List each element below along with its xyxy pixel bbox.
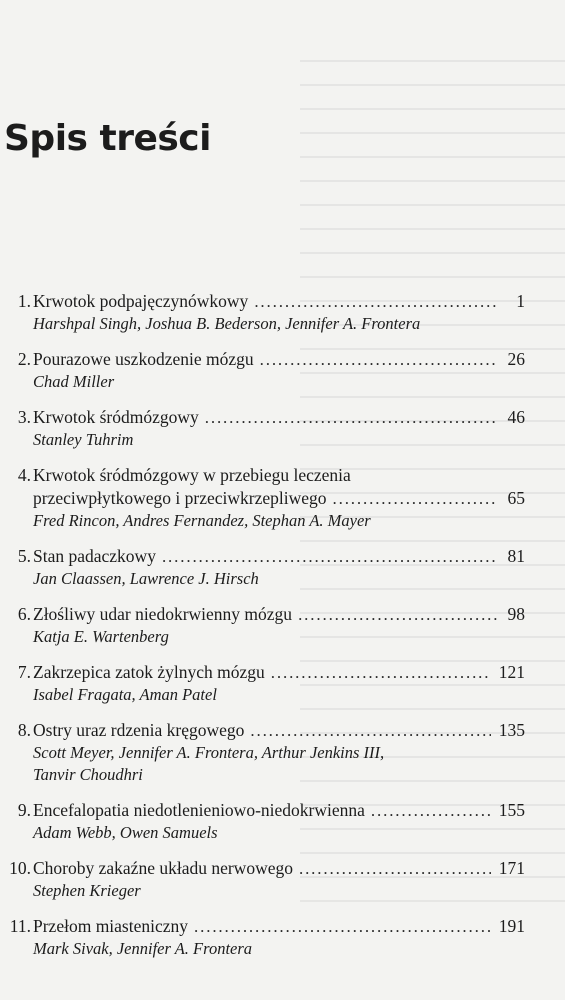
toc-entry (0, 545, 530, 590)
chapter-title: Choroby zakaźne układu nerwowego (33, 858, 293, 878)
page-number: 171 (498, 858, 525, 878)
dot-leader (299, 857, 491, 880)
dot-leader (162, 545, 497, 568)
chapter-authors: Stanley Tuhrim (33, 430, 134, 449)
chapter-authors: Adam Webb, Owen Samuels (33, 823, 218, 842)
page-number: 46 (507, 407, 525, 427)
chapter-authors: Harshpal Singh, Joshua B. Bederson, Jennifer A. Frontera (33, 314, 421, 333)
chapter-title: Krwotok śródmózgowy (33, 407, 199, 427)
dot-leader (254, 290, 497, 313)
chapter-number: 8. (17, 720, 31, 740)
page-number: 81 (507, 546, 525, 566)
toc-entry (0, 915, 530, 960)
page-number: 191 (498, 916, 525, 936)
dot-leader (205, 406, 497, 429)
dot-leader (298, 603, 497, 626)
table-of-contents (0, 290, 530, 973)
chapter-authors: Mark Sivak, Jennifer A. Frontera (33, 939, 253, 958)
page-number: 65 (507, 488, 525, 508)
chapter-number: 7. (17, 662, 31, 682)
dot-leader (260, 348, 497, 371)
chapter-title: Krwotok śródmózgowy w przebiegu leczenia (33, 465, 351, 485)
page-number: 155 (498, 800, 525, 820)
dot-leader (250, 719, 490, 742)
toc-entry (0, 290, 530, 335)
chapter-authors: Scott Meyer, Jennifer A. Frontera, Arthur Jenkins III, (33, 743, 385, 762)
chapter-number: 5. (17, 546, 31, 566)
chapter-number: 3. (17, 407, 31, 427)
chapter-title: Ostry uraz rdzenia kręgowego (33, 720, 245, 740)
chapter-authors: Stephen Krieger (33, 881, 141, 900)
page-title: Spis treści (4, 118, 211, 159)
chapter-number: 6. (17, 604, 31, 624)
dot-leader (333, 487, 498, 510)
toc-entry (0, 661, 530, 706)
chapter-number: 11. (9, 916, 31, 936)
chapter-authors: Jan Claassen, Lawrence J. Hirsch (33, 569, 259, 588)
chapter-title: Przełom miasteniczny (33, 916, 189, 936)
chapter-title: Encefalopatia niedotlenieniowo-niedokrwienna (33, 800, 365, 820)
page-number: 1 (516, 291, 525, 311)
chapter-number: 2. (17, 349, 31, 369)
chapter-authors: Isabel Fragata, Aman Patel (33, 685, 217, 704)
toc-entry (0, 348, 530, 393)
dot-leader (271, 661, 491, 684)
page-number: 98 (507, 604, 525, 624)
toc-entry (0, 464, 530, 532)
chapter-number: 9. (17, 800, 31, 820)
chapter-number: 10. (9, 858, 31, 878)
chapter-authors: Katja E. Wartenberg (33, 627, 169, 646)
chapter-number: 4. (17, 465, 31, 485)
chapter-authors: Fred Rincon, Andres Fernandez, Stephan A. Mayer (33, 511, 371, 530)
toc-entry (0, 719, 530, 786)
chapter-title: przeciwpłytkowego i przeciwkrzepliwego (33, 488, 327, 508)
dot-leader (194, 915, 491, 938)
chapter-number: 1. (17, 291, 31, 311)
chapter-title: Krwotok podpajęczynówkowy (33, 291, 249, 311)
toc-entry (0, 406, 530, 451)
page-number: 26 (507, 349, 525, 369)
chapter-title: Stan padaczkowy (33, 546, 156, 566)
toc-entry (0, 857, 530, 902)
chapter-title: Pourazowe uszkodzenie mózgu (33, 349, 254, 369)
chapter-authors: Tanvir Choudhri (33, 765, 143, 784)
dot-leader (371, 799, 491, 822)
chapter-title: Zakrzepica zatok żylnych mózgu (33, 662, 265, 682)
toc-entry (0, 603, 530, 648)
page-number: 121 (498, 662, 525, 682)
toc-entry (0, 799, 530, 844)
chapter-authors: Chad Miller (33, 372, 115, 391)
page-number: 135 (498, 720, 525, 740)
chapter-title: Złośliwy udar niedokrwienny mózgu (33, 604, 293, 624)
